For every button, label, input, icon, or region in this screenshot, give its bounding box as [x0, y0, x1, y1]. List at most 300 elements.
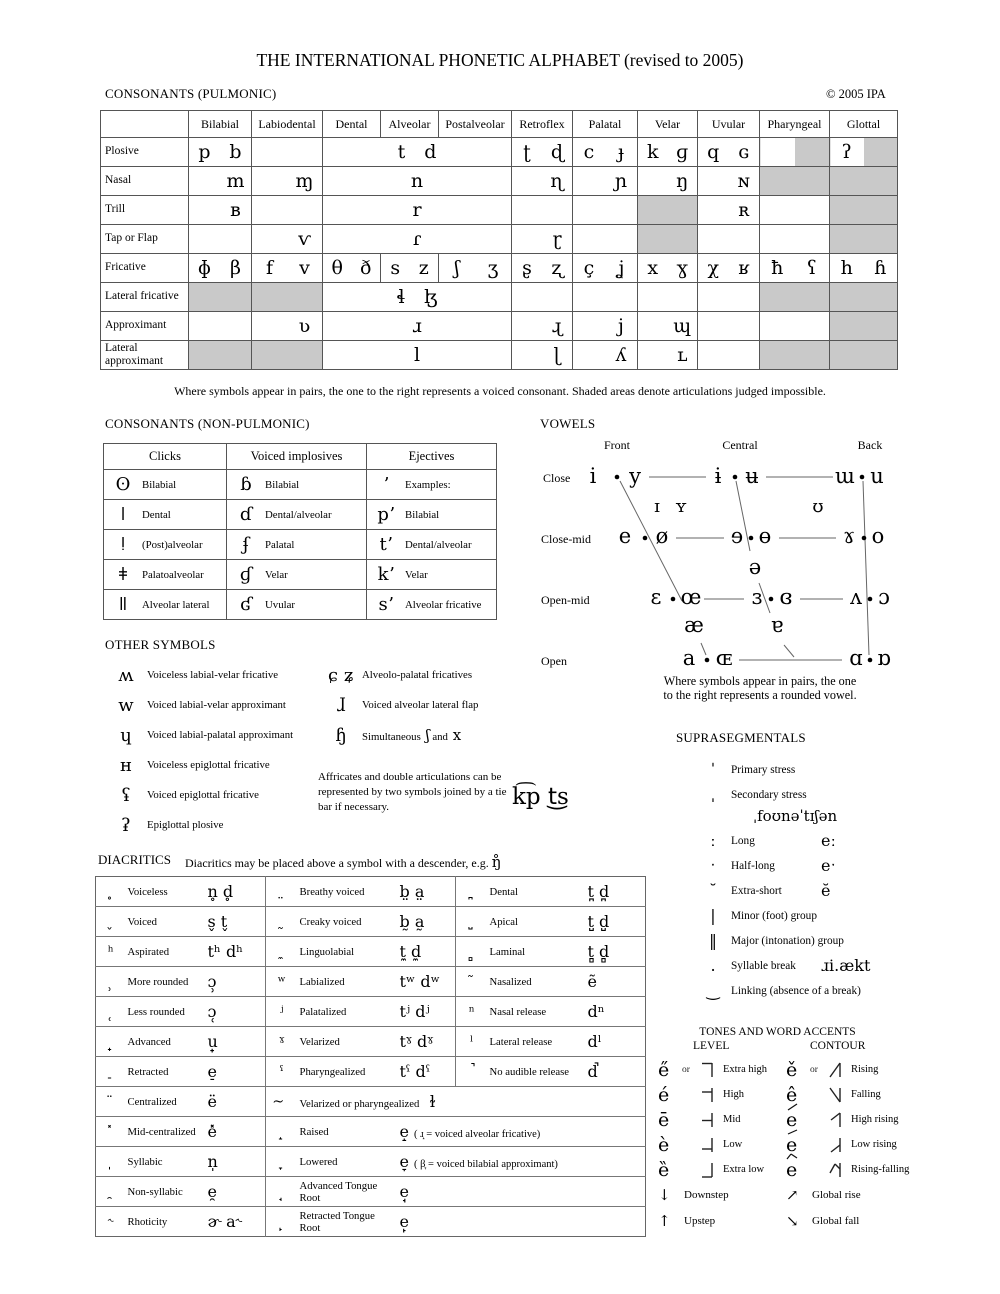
tones-contour-list: [786, 1057, 991, 1234]
tones-level-heading: LEVEL: [693, 1040, 730, 1052]
tones-heading: TONES AND WORD ACCENTS: [699, 1026, 856, 1038]
consonant-cell: [323, 225, 512, 254]
diacritic-row: [96, 1117, 646, 1147]
nonpulmonic-entry: [104, 474, 226, 495]
consonant-cell: [830, 138, 898, 167]
consonant-cell: [830, 283, 898, 312]
ipa-symbol: ð: [360, 256, 372, 279]
tone-row: [658, 1057, 783, 1082]
diacritic-mark: ʰ: [96, 937, 126, 967]
consonant-cell: [252, 138, 323, 167]
ipa-symbol: ɻ: [551, 314, 563, 337]
ipa-symbol: ʝ: [617, 256, 625, 279]
symbol-label: Uvular: [265, 598, 295, 611]
diacritic-label: Rhoticity: [126, 1207, 206, 1237]
ipa-symbol: ŋ: [676, 169, 689, 192]
symbol-label: Alveolar lateral: [142, 598, 210, 611]
consonant-cell: [189, 254, 252, 283]
consonant-cell: [381, 254, 439, 283]
nonpulmonic-cell: [104, 500, 227, 530]
consonant-cell: [573, 283, 638, 312]
nonpulmonic-column-header: Voiced implosives: [227, 444, 367, 470]
diacritic-row: [96, 907, 646, 937]
consonant-cell: [698, 138, 760, 167]
diacritic-mark: ʲ: [266, 997, 298, 1027]
other-symbol-row: [320, 660, 510, 690]
place-header: Palatal: [573, 111, 638, 138]
arrow-icon: ↓: [658, 1186, 671, 1204]
consonant-row: [101, 312, 898, 341]
ipa-symbol: m: [226, 169, 245, 192]
diacritic-example: e̘: [399, 1181, 409, 1201]
ipa-symbol: n: [410, 169, 424, 192]
ipa-symbol: ʈ: [523, 140, 531, 163]
diacritic-mark: ̥: [108, 883, 113, 900]
vowel-symbol: y: [629, 464, 641, 488]
consonant-cell: [252, 312, 323, 341]
vowel-symbol: ɜ: [751, 585, 763, 609]
ipa-symbol: ɦ: [874, 256, 887, 279]
diacritic-label-wide: [298, 1087, 646, 1117]
ipa-symbol: ʡ: [121, 814, 131, 836]
ipa-symbol: β: [230, 256, 241, 279]
ipa-symbol: v: [299, 256, 310, 279]
vowel-col-label: Central: [722, 438, 758, 452]
symbol-label-part: and: [429, 731, 448, 743]
ipa-symbol: tʼ: [379, 534, 393, 555]
diacritic-mark: ̜: [96, 997, 126, 1027]
diacritic-label: Velarized: [298, 1027, 398, 1057]
diacritic-label: Retracted Tongue Root: [298, 1207, 398, 1237]
suprasegmental-row: [695, 953, 990, 978]
or-label: or: [810, 1064, 818, 1075]
diacritic-example: u̟: [206, 1027, 266, 1057]
diacritic-mark: ̃: [456, 967, 488, 997]
tone-row: [658, 1157, 783, 1182]
diacritic-label: Lowered: [298, 1147, 398, 1177]
symbol-label: Dental/alveolar: [405, 538, 472, 551]
consonant-cell: [638, 167, 698, 196]
accented-vowel: e: [786, 1159, 797, 1181]
consonant-cell: [573, 341, 638, 370]
pulmonic-header-row: [101, 111, 898, 138]
nonpulmonic-row: [104, 500, 497, 530]
other-symbol-row: [320, 720, 510, 750]
consonant-cell: [252, 225, 323, 254]
ipa-symbol: r: [412, 198, 422, 221]
consonant-cell: [830, 196, 898, 225]
manner-label: Nasal: [101, 167, 189, 196]
symbol-label: (Post)alveolar: [142, 538, 203, 551]
ipa-symbol: ʢ: [121, 784, 131, 806]
ipa-symbol: pʼ: [377, 504, 395, 525]
consonant-cell: [573, 196, 638, 225]
ipa-symbol: ʐ: [551, 256, 563, 279]
diacritic-example: dˡ: [586, 1027, 646, 1057]
diacritic-label: Syllabic: [126, 1147, 206, 1177]
diacritic-mark: ̞: [266, 1147, 298, 1177]
symbol-label: Dental: [142, 508, 171, 521]
ipa-symbol: ɢ: [738, 140, 750, 163]
symbol-label: Alveolo-palatal fricatives: [362, 669, 473, 681]
tone-letter-extra-low: [700, 1160, 716, 1180]
ipa-example: ē: [658, 1108, 670, 1131]
ipa-symbol: ʎ: [615, 343, 627, 366]
consonant-cell: [189, 138, 252, 167]
nonpulmonic-entry: [227, 534, 366, 555]
tone-letter-rising-falling: [828, 1160, 844, 1180]
consonant-cell: [760, 138, 830, 167]
ipa-symbol: ˈ: [710, 760, 716, 779]
nonpulmonic-row: [104, 470, 497, 500]
consonant-cell: [760, 341, 830, 370]
vowel-symbol: ʊ: [812, 496, 824, 517]
copyright-notice: © 2005 IPA: [826, 87, 886, 101]
symbol-label: Half-long: [731, 859, 775, 872]
symbol-label: Palatal: [265, 538, 295, 551]
nonpulmonic-cell: [367, 530, 497, 560]
symbol-label: Voiced labial-palatal approximant: [147, 729, 294, 741]
diacritic-mark: ̝: [266, 1117, 298, 1147]
diacritic-example: tʷ dʷ: [398, 967, 456, 997]
diacritic-example: ɔ̹: [206, 967, 266, 997]
diacritic-mark: ̬: [96, 907, 126, 937]
vowel-symbol: ɔ: [878, 585, 890, 609]
symbol-label: Extra-short: [731, 884, 782, 897]
pulmonic-note: Where symbols appear in pairs, the one to the right represents a voiced consonant. Shaded areas denote articulations judged impossible.: [174, 384, 826, 398]
diacritic-label: Voiceless: [127, 885, 168, 898]
tone-label: Global fall: [812, 1215, 860, 1227]
vowels-note-line1: Where symbols appear in pairs, the one: [663, 674, 857, 688]
accented-vowel: e: [786, 1134, 797, 1156]
affricates-note: Affricates and double articulations can be represented by two symbols joined by a tie bar if necessary.: [318, 771, 507, 813]
diacritic-label: Nasal release: [488, 997, 586, 1027]
ipa-symbol: ʟ: [677, 343, 688, 366]
vowel-symbol: i: [589, 464, 597, 488]
diacritic-label: Centralized: [126, 1087, 206, 1117]
tone-accent-rising-falling: [786, 1153, 798, 1161]
diacritic-example: tʰ dʰ: [206, 937, 266, 967]
symbol-label: [362, 726, 461, 744]
consonant-cell: [512, 225, 573, 254]
symbol-label: Major (intonation) group: [731, 934, 844, 947]
diacritic-example: b̰ a̰: [398, 907, 456, 937]
ipa-symbol-pair: t d: [397, 140, 437, 163]
ipa-symbol: χ: [707, 256, 719, 279]
vowel-symbol: ø: [655, 524, 669, 548]
diacritic-example: d̚: [586, 1057, 646, 1087]
diacritic-example-wide: [398, 1177, 646, 1207]
ipa-symbol: ɽ: [552, 227, 562, 250]
vowel-symbol: ʉ: [745, 464, 759, 488]
consonant-cell: [512, 138, 573, 167]
ipa-symbol: ʒ: [487, 256, 499, 279]
ipa-symbol: ɰ: [673, 314, 692, 337]
consonant-cell: [760, 283, 830, 312]
nonpulmonic-entry: [104, 504, 226, 525]
vowel-symbol: ə: [748, 555, 762, 579]
consonant-row: [101, 341, 898, 370]
pulmonic-heading: CONSONANTS (PULMONIC): [105, 86, 277, 101]
vowel-symbol: ɛ: [650, 585, 662, 609]
symbol-label: Minor (foot) group: [731, 909, 817, 922]
consonant-cell: [252, 196, 323, 225]
ipa-example: eː: [821, 831, 836, 850]
manner-label: Approximant: [101, 312, 189, 341]
diacritic-label: Apical: [488, 907, 586, 937]
diacritic-mark: ʷ: [266, 967, 298, 997]
consonant-cell: [573, 312, 638, 341]
ipa-example: ê: [786, 1083, 798, 1106]
tone-row: [658, 1132, 783, 1157]
diacritic-mark: ̚: [456, 1057, 488, 1087]
diacritic-example: ɫ: [429, 1092, 436, 1111]
tone-row: [786, 1208, 991, 1234]
diacritic-mark: ̙: [266, 1207, 298, 1237]
consonant-row: [101, 254, 898, 283]
diacritic-example: ẽ: [586, 967, 646, 997]
diacritic-label: Creaky voiced: [298, 907, 398, 937]
consonant-cell: [760, 196, 830, 225]
place-header: Retroflex: [512, 111, 573, 138]
suprasegmental-row: [695, 928, 990, 953]
diacritic-example: e̙: [399, 1211, 409, 1231]
diacritic-row: [96, 877, 646, 907]
vowel-symbol: ɤ: [843, 524, 855, 548]
diacritic-label: Non-syllabic: [126, 1177, 206, 1207]
suprasegmental-row: [695, 757, 990, 782]
symbol-label: Dental/alveolar: [265, 508, 332, 521]
tone-row: [658, 1082, 783, 1107]
nonpulmonic-entry: [227, 504, 366, 525]
arrow-icon: ↗: [786, 1186, 799, 1204]
ipa-symbol: ɖ: [550, 140, 564, 163]
ipa-symbol: ‿: [706, 981, 720, 1000]
ipa-symbol: ɥ: [120, 724, 132, 746]
nonpulmonic-cell: [104, 470, 227, 500]
consonant-cell: [189, 312, 252, 341]
other-symbol-row: [105, 720, 320, 750]
symbol-label-part: x: [447, 726, 462, 744]
ipa-symbol: ǂ: [118, 564, 128, 585]
ipa-symbol: ɲ: [614, 169, 628, 192]
diacritic-example: ɚ a˞: [206, 1207, 266, 1237]
nonpulmonic-cell: [227, 530, 367, 560]
symbol-label: Bilabial: [142, 478, 177, 491]
diacritic-label: Labialized: [298, 967, 398, 997]
diacritic-example: e̠: [206, 1057, 266, 1087]
consonant-cell: [830, 254, 898, 283]
diacritic-example: tʲ dʲ: [398, 997, 456, 1027]
manner-label: Plosive: [101, 138, 189, 167]
ipa-symbol: ɟ: [618, 140, 624, 163]
diacritic-example: n̥ d̥: [207, 882, 234, 901]
diacritic-mark: ̘: [266, 1177, 298, 1207]
affricates-examples: k͡p t͜s: [512, 784, 569, 810]
manner-label: Lateral fricative: [101, 283, 189, 312]
vowel-symbol: ɪ: [654, 496, 660, 517]
diacritic-row: [96, 1087, 646, 1117]
tone-label: Extra low: [723, 1163, 765, 1175]
vowel-symbol: e: [618, 524, 632, 548]
symbol-label: Voiced alveolar lateral flap: [362, 699, 479, 711]
ipa-symbol: ɹ: [412, 314, 422, 337]
diacritic-mark: ̠: [96, 1057, 126, 1087]
nonpulmonic-column-header: Ejectives: [367, 444, 497, 470]
nonpulmonic-entry: [227, 594, 366, 615]
suprasegmentals-list: [695, 757, 990, 1003]
arrow-icon: ↑: [658, 1212, 671, 1230]
nonpulmonic-cell: [104, 590, 227, 620]
vowel-symbol: ɐ: [770, 613, 784, 637]
consonant-cell: [760, 254, 830, 283]
ipa-symbol: θ: [331, 256, 343, 279]
diacritic-row: [96, 1177, 646, 1207]
symbol-label: Voiced labial-velar approximant: [147, 699, 286, 711]
symbol-label-part: ʃ: [420, 726, 430, 744]
consonant-cell: [512, 283, 573, 312]
diacritic-mark: ̯: [96, 1177, 126, 1207]
ipa-symbol: f: [265, 256, 274, 279]
symbol-label: Alveolar fricative: [405, 598, 482, 611]
other-symbol-row: [105, 690, 320, 720]
diacritic-label: Velarized or pharyngealized: [299, 1098, 420, 1110]
pulmonic-corner-cell: [101, 111, 189, 138]
consonant-cell: [760, 225, 830, 254]
diacritic-label: More rounded: [126, 967, 206, 997]
consonant-cell: [189, 341, 252, 370]
suprasegmental-row: [695, 978, 990, 1003]
tone-row: [658, 1182, 783, 1208]
diacritic-example: s̬ t̬: [206, 907, 266, 937]
page-title: THE INTERNATIONAL PHONETIC ALPHABET (revised to 2005): [256, 50, 744, 70]
other-symbol-row: [105, 780, 320, 810]
diacritic-label: Mid-centralized: [126, 1117, 206, 1147]
manner-label: Trill: [101, 196, 189, 225]
consonant-cell: [638, 341, 698, 370]
ipa-symbol: ʋ: [298, 314, 311, 337]
other-symbol-row: [105, 750, 320, 780]
ipa-symbol: ɠ: [239, 564, 253, 585]
diacritic-example: ë: [206, 1087, 266, 1117]
vowel-symbol: ɶ: [715, 646, 733, 670]
vowels-note-line2: to the right represents a rounded vowel.: [663, 688, 857, 702]
ipa-example: ɹi.ækt: [821, 956, 871, 975]
ipa-symbol: x: [647, 256, 659, 279]
ipa-symbol: ɡ: [676, 140, 689, 163]
diacritic-label: Linguolabial: [298, 937, 398, 967]
place-header: Glottal: [830, 111, 898, 138]
place-header: Bilabial: [189, 111, 252, 138]
diacritic-mark: ˤ: [266, 1057, 298, 1087]
consonant-cell: [698, 225, 760, 254]
vowel-symbol: ɯ: [835, 464, 855, 488]
consonant-row: [101, 196, 898, 225]
vowel-symbol: ɨ: [714, 464, 722, 488]
symbol-label: Voiced epiglottal fricative: [147, 789, 259, 801]
diacritic-label: Palatalized: [298, 997, 398, 1027]
tone-row: [786, 1107, 991, 1132]
tone-label: Global rise: [812, 1189, 861, 1201]
ipa-symbol: ⱱ: [298, 227, 311, 250]
diacritic-row: [96, 1147, 646, 1177]
diacritic-row: [96, 967, 646, 997]
diacritic-example: t̺ d̺: [586, 907, 646, 937]
vowel-symbol: u: [870, 464, 884, 488]
consonant-cell: [830, 312, 898, 341]
ipa-symbol: ǀ: [120, 504, 126, 525]
symbol-label: Palatoalveolar: [142, 568, 204, 581]
ipa-example: e̋: [658, 1058, 670, 1081]
diacritic-row: [96, 1027, 646, 1057]
consonant-cell: [323, 167, 512, 196]
nonpulmonic-cell: [104, 530, 227, 560]
ipa-symbol: sʼ: [378, 594, 394, 615]
nonpulmonic-column-header: Clicks: [104, 444, 227, 470]
diacritic-example: t̼ d̼: [398, 937, 456, 967]
vowel-chart: [530, 433, 990, 705]
diacritic-example-wide: [398, 1117, 646, 1147]
ipa-symbol: |: [710, 906, 716, 925]
place-header: Labiodental: [252, 111, 323, 138]
consonant-cell: [638, 312, 698, 341]
diacritic-example: e̝: [399, 1121, 409, 1141]
consonant-cell: [323, 283, 512, 312]
ipa-symbol: ɕ ʑ: [328, 664, 354, 686]
diacritic-example: e̞: [399, 1151, 409, 1171]
diacritic-example: t̪ d̪: [587, 882, 610, 901]
diacritic-mark: ˠ: [266, 1027, 298, 1057]
nonpulmonic-entry: [367, 534, 496, 555]
ipa-symbol: ɗ: [239, 504, 253, 525]
tone-letter-high: [700, 1085, 716, 1105]
diacritic-mark: ̤: [266, 877, 298, 907]
accented-vowel: e: [786, 1109, 797, 1131]
consonant-cell: [439, 254, 512, 283]
nonpulmonic-consonant-table: [103, 443, 497, 620]
diacritic-mark: ̴: [266, 1087, 298, 1117]
consonant-cell: [252, 341, 323, 370]
nonpulmonic-cell: [227, 590, 367, 620]
suprasegmentals-heading: SUPRASEGMENTALS: [676, 730, 806, 745]
consonant-cell: [512, 196, 573, 225]
symbol-label: Linking (absence of a break): [731, 984, 861, 997]
manner-label: Lateral approximant: [101, 341, 189, 370]
other-symbols-list-right: [320, 660, 510, 750]
ipa-symbol: z: [418, 256, 429, 279]
diacritic-mark: ̈: [96, 1087, 126, 1117]
tone-label: Mid: [723, 1113, 741, 1125]
tones-level-list: [658, 1057, 783, 1234]
vowel-row-label: Open-mid: [541, 593, 590, 607]
diacritic-mark: ̹: [96, 967, 126, 997]
ipa-symbol: ɣ: [676, 256, 688, 279]
ipa-symbol: ː: [710, 831, 716, 850]
consonant-cell: [698, 196, 760, 225]
consonant-cell: [189, 196, 252, 225]
ipa-symbol: j: [618, 314, 624, 337]
ipa-symbol: b: [229, 140, 242, 163]
consonant-row: [101, 138, 898, 167]
diacritic-row: [96, 1207, 646, 1237]
or-label: or: [682, 1064, 690, 1075]
tone-label: Rising-falling: [851, 1163, 910, 1175]
vowel-symbol: o: [871, 524, 885, 548]
diacritic-mark: ̼: [266, 937, 298, 967]
consonant-cell: [698, 167, 760, 196]
vowel-symbol: ɵ: [758, 524, 772, 548]
vowel-symbol: æ: [684, 613, 704, 637]
